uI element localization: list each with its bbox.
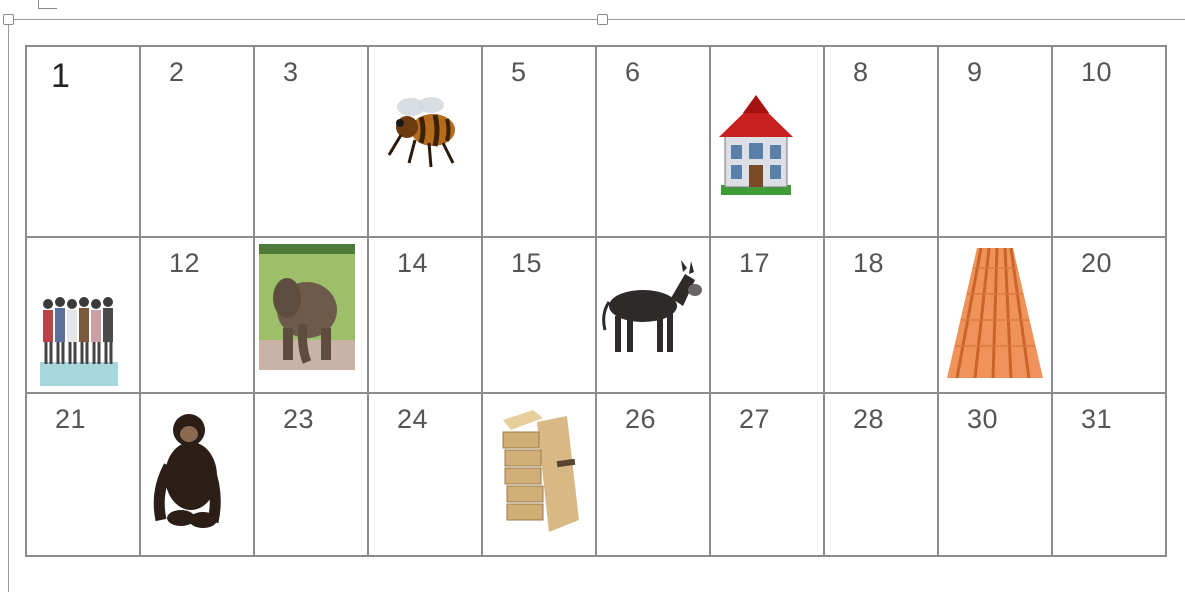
cell-number: 12 bbox=[169, 247, 201, 278]
table-frame-left-border bbox=[8, 19, 9, 592]
roof-sheet-icon bbox=[947, 248, 1043, 384]
cell-number: 8 bbox=[853, 57, 869, 87]
cell-number: 6 bbox=[625, 57, 641, 87]
resize-handle-top[interactable] bbox=[597, 14, 608, 25]
cell-number: 14 bbox=[397, 247, 429, 278]
cell-10 bbox=[1052, 46, 1166, 237]
cell-26 bbox=[596, 393, 710, 556]
cell-27 bbox=[710, 393, 824, 556]
cell-number: 1 bbox=[51, 57, 71, 95]
grid-row-2 bbox=[26, 237, 1166, 394]
cell-1 bbox=[26, 46, 140, 237]
cell-14 bbox=[368, 237, 482, 394]
cell-20 bbox=[1052, 237, 1166, 394]
cell-12 bbox=[140, 237, 254, 394]
cell-number: 17 bbox=[739, 247, 771, 278]
cell-31 bbox=[1052, 393, 1166, 556]
cell-donkey bbox=[596, 237, 710, 394]
grid-row-1 bbox=[26, 46, 1166, 237]
cell-30 bbox=[938, 393, 1052, 556]
cell-number: 21 bbox=[55, 404, 87, 435]
cell-bee bbox=[368, 46, 482, 237]
donkey-icon bbox=[599, 258, 703, 358]
cell-number: 15 bbox=[511, 247, 543, 278]
number-picture-grid bbox=[25, 45, 1167, 557]
chimpanzee-icon bbox=[151, 410, 227, 534]
cell-18 bbox=[824, 237, 938, 394]
cell-number: 31 bbox=[1081, 404, 1113, 435]
cell-17 bbox=[710, 237, 824, 394]
cell-6 bbox=[596, 46, 710, 237]
cell-2 bbox=[140, 46, 254, 237]
cell-number: 2 bbox=[169, 57, 185, 87]
cell-cement-bags bbox=[482, 393, 596, 556]
cell-number: 30 bbox=[967, 404, 999, 435]
cell-number: 18 bbox=[853, 247, 885, 278]
cell-people bbox=[26, 237, 140, 394]
cell-number: 5 bbox=[511, 57, 527, 87]
cell-28 bbox=[824, 393, 938, 556]
cell-number: 27 bbox=[739, 404, 771, 435]
cell-number: 28 bbox=[853, 404, 885, 435]
cell-8 bbox=[824, 46, 938, 237]
cell-5 bbox=[482, 46, 596, 237]
cell-chimpanzee bbox=[140, 393, 254, 556]
bee-icon bbox=[381, 85, 471, 175]
cell-15 bbox=[482, 237, 596, 394]
cell-23 bbox=[254, 393, 368, 556]
cell-number: 10 bbox=[1081, 57, 1113, 87]
cell-house bbox=[710, 46, 824, 237]
cell-number: 3 bbox=[283, 57, 299, 87]
house-icon bbox=[719, 93, 793, 197]
resize-handle-left[interactable] bbox=[3, 14, 14, 25]
cell-24 bbox=[368, 393, 482, 556]
grid-row-3 bbox=[26, 393, 1166, 556]
text-boundary-mark bbox=[38, 0, 57, 9]
cell-21 bbox=[26, 393, 140, 556]
elephant-icon bbox=[259, 244, 355, 370]
cell-number: 9 bbox=[967, 57, 983, 87]
cell-number: 26 bbox=[625, 404, 657, 435]
group-of-people-icon bbox=[40, 258, 118, 386]
cell-9 bbox=[938, 46, 1052, 237]
cement-bags-icon bbox=[497, 408, 581, 536]
cell-number: 23 bbox=[283, 404, 315, 435]
cell-number: 24 bbox=[397, 404, 429, 435]
cell-3 bbox=[254, 46, 368, 237]
cell-roof-sheet bbox=[938, 237, 1052, 394]
cell-number: 20 bbox=[1081, 247, 1113, 278]
cell-elephant bbox=[254, 237, 368, 394]
